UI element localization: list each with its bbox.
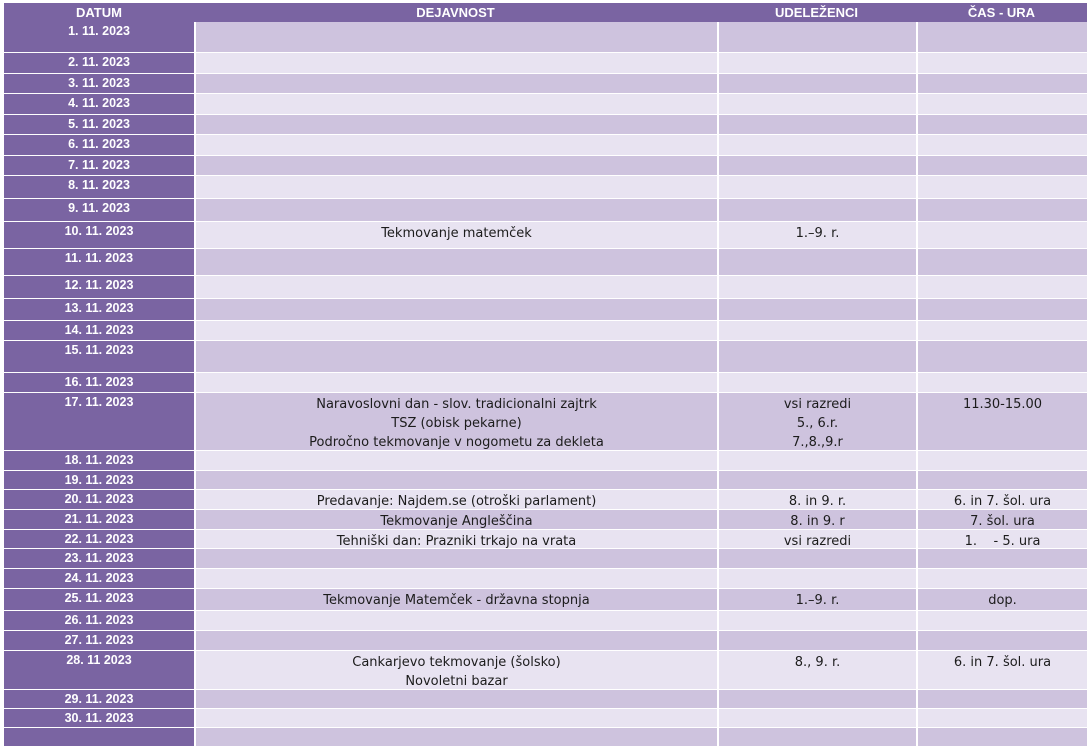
time-cell xyxy=(916,611,1087,631)
participants-cell xyxy=(717,222,916,249)
time-cell xyxy=(916,341,1087,373)
table-row xyxy=(4,690,1087,709)
participants-cell xyxy=(717,115,916,135)
activity-cell xyxy=(194,490,717,510)
date-cell: 20. 11. 2023 xyxy=(4,490,194,510)
table-row xyxy=(4,176,1087,199)
time-cell xyxy=(916,94,1087,115)
date-cell: 16. 11. 2023 xyxy=(4,373,194,393)
date-cell: 12. 11. 2023 xyxy=(4,276,194,299)
time-cell xyxy=(916,728,1087,747)
table-row xyxy=(4,276,1087,299)
time-cell xyxy=(916,176,1087,199)
date-cell: 9. 11. 2023 xyxy=(4,199,194,222)
participants-cell-line: 8. in 9. r xyxy=(790,514,845,529)
date-cell: 25. 11. 2023 xyxy=(4,589,194,611)
activity-schedule-table xyxy=(4,3,1087,747)
activity-cell xyxy=(194,156,717,176)
table-row xyxy=(4,490,1087,510)
table-row xyxy=(4,549,1087,569)
time-cell xyxy=(916,115,1087,135)
table-row xyxy=(4,135,1087,156)
activity-cell xyxy=(194,135,717,156)
participants-cell xyxy=(717,709,916,728)
time-cell xyxy=(916,451,1087,471)
time-cell xyxy=(916,321,1087,341)
time-cell xyxy=(916,393,1087,451)
header-dejavnost: DEJAVNOST xyxy=(194,3,717,22)
date-cell: 11. 11. 2023 xyxy=(4,249,194,276)
time-cell xyxy=(916,222,1087,249)
activity-cell xyxy=(194,471,717,490)
participants-cell xyxy=(717,276,916,299)
participants-cell xyxy=(717,341,916,373)
table-row xyxy=(4,249,1087,276)
time-cell xyxy=(916,276,1087,299)
date-cell: 3. 11. 2023 xyxy=(4,74,194,94)
table-row xyxy=(4,510,1087,530)
participants-cell-line: 5., 6.r. xyxy=(796,416,839,431)
participants-cell xyxy=(717,199,916,222)
table-row xyxy=(4,373,1087,393)
activity-cell xyxy=(194,569,717,589)
activity-cell xyxy=(194,321,717,341)
activity-cell xyxy=(194,690,717,709)
time-cell xyxy=(916,490,1087,510)
participants-cell xyxy=(717,631,916,651)
activity-cell xyxy=(194,115,717,135)
header-datum: DATUM xyxy=(4,3,194,22)
date-cell: 27. 11. 2023 xyxy=(4,631,194,651)
activity-cell xyxy=(194,589,717,611)
time-cell xyxy=(916,135,1087,156)
activity-cell xyxy=(194,299,717,321)
activity-cell xyxy=(194,393,717,451)
date-cell: 21. 11. 2023 xyxy=(4,510,194,530)
participants-cell xyxy=(717,651,916,690)
activity-cell xyxy=(194,728,717,747)
table-row xyxy=(4,22,1087,53)
time-cell xyxy=(916,589,1087,611)
participants-cell xyxy=(717,53,916,74)
table-row xyxy=(4,94,1087,115)
time-cell xyxy=(916,549,1087,569)
participants-cell-line: vsi razredi xyxy=(783,397,852,412)
participants-cell xyxy=(717,22,916,53)
table-row xyxy=(4,74,1087,94)
activity-cell-line: Novoletni bazar xyxy=(405,674,508,689)
activity-cell xyxy=(194,510,717,530)
activity-cell xyxy=(194,199,717,222)
table-row xyxy=(4,393,1087,451)
participants-cell-line: vsi razredi xyxy=(783,534,852,549)
table-row xyxy=(4,530,1087,549)
activity-cell xyxy=(194,276,717,299)
participants-cell xyxy=(717,393,916,451)
table-row xyxy=(4,631,1087,651)
participants-cell xyxy=(717,611,916,631)
date-cell: 4. 11. 2023 xyxy=(4,94,194,115)
activity-cell-line: Naravoslovni dan - slov. tradicionalni zajtrk xyxy=(316,397,597,412)
time-cell xyxy=(916,690,1087,709)
table-row xyxy=(4,53,1087,74)
table-row xyxy=(4,299,1087,321)
time-cell xyxy=(916,74,1087,94)
date-cell: 8. 11. 2023 xyxy=(4,176,194,199)
date-cell: 10. 11. 2023 xyxy=(4,222,194,249)
activity-cell xyxy=(194,631,717,651)
participants-cell xyxy=(717,728,916,747)
date-cell: 22. 11. 2023 xyxy=(4,530,194,549)
activity-cell xyxy=(194,53,717,74)
table-row xyxy=(4,471,1087,490)
participants-cell-line: 1.–9. r. xyxy=(795,226,840,241)
table-row xyxy=(4,709,1087,728)
participants-cell xyxy=(717,176,916,199)
participants-cell xyxy=(717,74,916,94)
participants-cell xyxy=(717,569,916,589)
participants-cell xyxy=(717,530,916,549)
time-cell xyxy=(916,510,1087,530)
activity-cell xyxy=(194,249,717,276)
activity-cell xyxy=(194,611,717,631)
participants-cell-line: 8. in 9. r. xyxy=(788,494,847,509)
participants-cell xyxy=(717,156,916,176)
date-cell: 24. 11. 2023 xyxy=(4,569,194,589)
time-cell xyxy=(916,569,1087,589)
time-cell xyxy=(916,299,1087,321)
activity-cell-line: Predavanje: Najdem.se (otroški parlament) xyxy=(316,494,597,509)
participants-cell xyxy=(717,249,916,276)
date-cell: 7. 11. 2023 xyxy=(4,156,194,176)
time-cell xyxy=(916,199,1087,222)
activity-cell xyxy=(194,709,717,728)
header-row xyxy=(4,3,1087,22)
participants-cell xyxy=(717,589,916,611)
date-cell: 26. 11. 2023 xyxy=(4,611,194,631)
time-cell xyxy=(916,471,1087,490)
time-cell-line: 1. - 5. ura xyxy=(964,534,1041,549)
header-cas: ČAS - URA xyxy=(916,3,1087,22)
activity-cell-line: Tekmovanje Angleščina xyxy=(380,514,533,529)
time-cell-line: 6. in 7. šol. ura xyxy=(953,655,1052,670)
activity-cell xyxy=(194,74,717,94)
time-cell xyxy=(916,530,1087,549)
participants-cell xyxy=(717,321,916,341)
date-cell: 23. 11. 2023 xyxy=(4,549,194,569)
activity-cell-line: Cankarjevo tekmovanje (šolsko) xyxy=(352,655,561,670)
participants-cell xyxy=(717,94,916,115)
table-row xyxy=(4,156,1087,176)
activity-cell xyxy=(194,94,717,115)
table-row xyxy=(4,651,1087,690)
date-cell: 1. 11. 2023 xyxy=(4,22,194,53)
table-row xyxy=(4,569,1087,589)
date-cell: 5. 11. 2023 xyxy=(4,115,194,135)
activity-cell xyxy=(194,373,717,393)
date-cell: 13. 11. 2023 xyxy=(4,299,194,321)
table-row xyxy=(4,222,1087,249)
time-cell xyxy=(916,631,1087,651)
date-cell: 19. 11. 2023 xyxy=(4,471,194,490)
table-row xyxy=(4,451,1087,471)
activity-cell xyxy=(194,341,717,373)
table-row xyxy=(4,589,1087,611)
participants-cell xyxy=(717,690,916,709)
participants-cell xyxy=(717,490,916,510)
participants-cell xyxy=(717,510,916,530)
activity-cell xyxy=(194,651,717,690)
header-udelezenci: UDELEŽENCI xyxy=(717,3,916,22)
activity-cell xyxy=(194,222,717,249)
date-cell: 17. 11. 2023 xyxy=(4,393,194,451)
table-row xyxy=(4,321,1087,341)
time-cell xyxy=(916,709,1087,728)
activity-cell-line: Tehniški dan: Prazniki trkajo na vrata xyxy=(336,534,577,549)
time-cell-line: 7. šol. ura xyxy=(970,514,1035,529)
time-cell-line: 6. in 7. šol. ura xyxy=(953,494,1052,509)
date-cell: 6. 11. 2023 xyxy=(4,135,194,156)
activity-cell-line: Tekmovanje Matemček - državna stopnja xyxy=(323,593,590,608)
participants-cell xyxy=(717,471,916,490)
participants-cell xyxy=(717,135,916,156)
participants-cell xyxy=(717,299,916,321)
time-cell xyxy=(916,373,1087,393)
date-cell: 14. 11. 2023 xyxy=(4,321,194,341)
participants-cell-line: 1.–9. r. xyxy=(795,593,840,608)
table-row xyxy=(4,199,1087,222)
table-row xyxy=(4,341,1087,373)
activity-cell xyxy=(194,549,717,569)
date-cell: 30. 11. 2023 xyxy=(4,709,194,728)
time-cell xyxy=(916,53,1087,74)
table-row xyxy=(4,728,1087,747)
activity-cell-line: Tekmovanje matemček xyxy=(381,226,532,241)
activity-cell xyxy=(194,22,717,53)
activity-cell xyxy=(194,176,717,199)
participants-cell xyxy=(717,549,916,569)
activity-cell-line: TSZ (obisk pekarne) xyxy=(391,416,522,431)
date-cell: 29. 11. 2023 xyxy=(4,690,194,709)
table-row xyxy=(4,611,1087,631)
date-cell: 18. 11. 2023 xyxy=(4,451,194,471)
date-cell: 2. 11. 2023 xyxy=(4,53,194,74)
date-cell: 28. 11 2023 xyxy=(4,651,194,690)
time-cell xyxy=(916,651,1087,690)
table-row xyxy=(4,115,1087,135)
time-cell xyxy=(916,22,1087,53)
activity-cell xyxy=(194,530,717,549)
participants-cell-line: 7.,8.,9.r xyxy=(792,435,843,450)
activity-cell xyxy=(194,451,717,471)
time-cell xyxy=(916,156,1087,176)
time-cell xyxy=(916,249,1087,276)
participants-cell xyxy=(717,451,916,471)
activity-cell-line: Področno tekmovanje v nogometu za dekleta xyxy=(309,435,604,450)
date-cell: 15. 11. 2023 xyxy=(4,341,194,373)
participants-cell-line: 8., 9. r. xyxy=(794,655,841,670)
time-cell-line: 11.30-15.00 xyxy=(962,397,1043,412)
date-cell xyxy=(4,728,194,747)
time-cell-line: dop. xyxy=(988,593,1017,608)
participants-cell xyxy=(717,373,916,393)
